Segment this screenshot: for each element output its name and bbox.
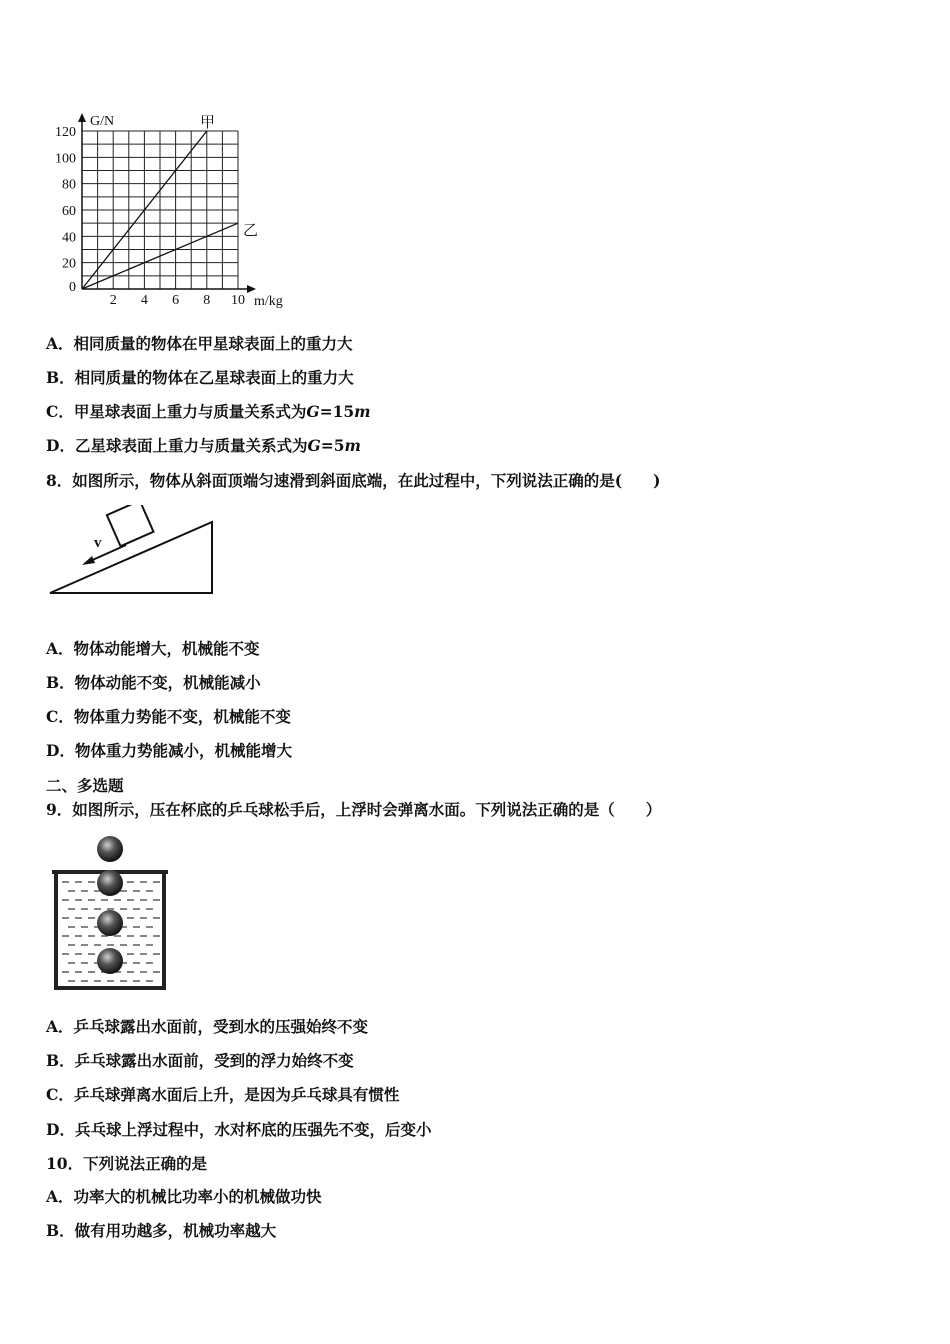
y-tick-label: 60 xyxy=(62,204,76,219)
ball-at-surface xyxy=(97,870,123,896)
q7-option-c-text: C．甲星球表面上重力与质量关系式为 xyxy=(46,402,307,421)
q7-option-c-g: G xyxy=(306,402,320,421)
y-axis-label: G/N xyxy=(90,114,115,129)
q9-option-a[interactable]: A．乒乓球露出水面前，受到水的压强始终不变 xyxy=(46,1017,369,1036)
y-tick-label: 0 xyxy=(69,280,76,295)
q9-option-c[interactable]: C．乒乓球弹离水面后上升，是因为乒乓球具有惯性 xyxy=(46,1085,400,1104)
ball-mid-water xyxy=(97,910,123,936)
x-axis-label: m/kg xyxy=(254,294,283,309)
x-tick-label: 8 xyxy=(203,293,211,308)
x-axis-arrowhead xyxy=(247,285,256,293)
incline-figure xyxy=(46,505,218,600)
velocity-label: v xyxy=(94,535,102,551)
q7-option-c-eq: =15 xyxy=(319,402,355,421)
q7-option-d-eq: =5 xyxy=(320,436,345,455)
q7-option-d-m: m xyxy=(344,436,361,455)
q8-option-c[interactable]: C．物体重力势能不变，机械能不变 xyxy=(46,707,291,726)
sliding-block xyxy=(107,505,154,546)
y-tick-label: 80 xyxy=(62,177,76,193)
y-tick-label: 40 xyxy=(62,230,76,246)
cup-pingpong-figure xyxy=(48,832,172,994)
q8-option-d[interactable]: D．物体重力势能减小，机械能增大 xyxy=(46,741,292,760)
velocity-arrowhead xyxy=(82,556,95,565)
q10-stem: 10．下列说法正确的是 xyxy=(46,1154,208,1173)
series-label-yi: 乙 xyxy=(243,221,259,239)
y-tick-label: 120 xyxy=(55,125,76,140)
q7-option-c-m: m xyxy=(354,402,371,421)
section-heading-multi-choice: 二、多选题 xyxy=(46,776,124,795)
q9-stem: 9．如图所示，压在杯底的乒乓球松手后，上浮时会弹离水面。下列说法正确的是（ ） xyxy=(46,800,662,819)
chart-grid xyxy=(82,131,238,289)
ball-at-bottom xyxy=(97,948,123,974)
x-tick-label: 2 xyxy=(109,293,117,308)
q7-option-d[interactable] xyxy=(46,436,361,456)
q7-option-d-text: D．乙星球表面上重力与质量关系式为 xyxy=(46,436,308,455)
chart-ticks xyxy=(55,125,245,308)
x-tick-label: 10 xyxy=(231,293,245,308)
ball-above-water xyxy=(97,836,123,862)
q9-option-b[interactable]: B．乒乓球露出水面前，受到的浮力始终不变 xyxy=(46,1051,354,1070)
q7-option-d-g: G xyxy=(307,436,321,455)
y-tick-label: 20 xyxy=(62,256,76,272)
y-axis-arrowhead xyxy=(78,113,86,122)
q8-option-a[interactable]: A．物体动能增大，机械能不变 xyxy=(46,639,260,658)
y-tick-label: 100 xyxy=(55,151,76,167)
x-tick-label: 6 xyxy=(172,293,180,308)
q8-option-b[interactable]: B．物体动能不变，机械能减小 xyxy=(46,673,261,692)
q7-option-b[interactable]: B．相同质量的物体在乙星球表面上的重力大 xyxy=(46,368,354,387)
series-label-jia: 甲 xyxy=(200,113,216,131)
q7-option-c[interactable] xyxy=(46,402,371,422)
chart-axes xyxy=(78,113,259,293)
q7-option-a[interactable]: A．相同质量的物体在甲星球表面上的重力大 xyxy=(46,334,353,353)
q9-option-d[interactable]: D．兵乓球上浮过程中，水对杯底的压强先不变，后变小 xyxy=(46,1120,432,1139)
q10-option-a[interactable]: A．功率大的机械比功率小的机械做功快 xyxy=(46,1187,322,1206)
gravity-mass-chart xyxy=(40,105,300,315)
q10-option-b[interactable]: B．做有用功越多，机械功率越大 xyxy=(46,1221,277,1240)
q8-stem: 8．如图所示，物体从斜面顶端匀速滑到斜面底端，在此过程中，下列说法正确的是( ) xyxy=(46,471,661,490)
x-tick-label: 4 xyxy=(140,293,148,308)
